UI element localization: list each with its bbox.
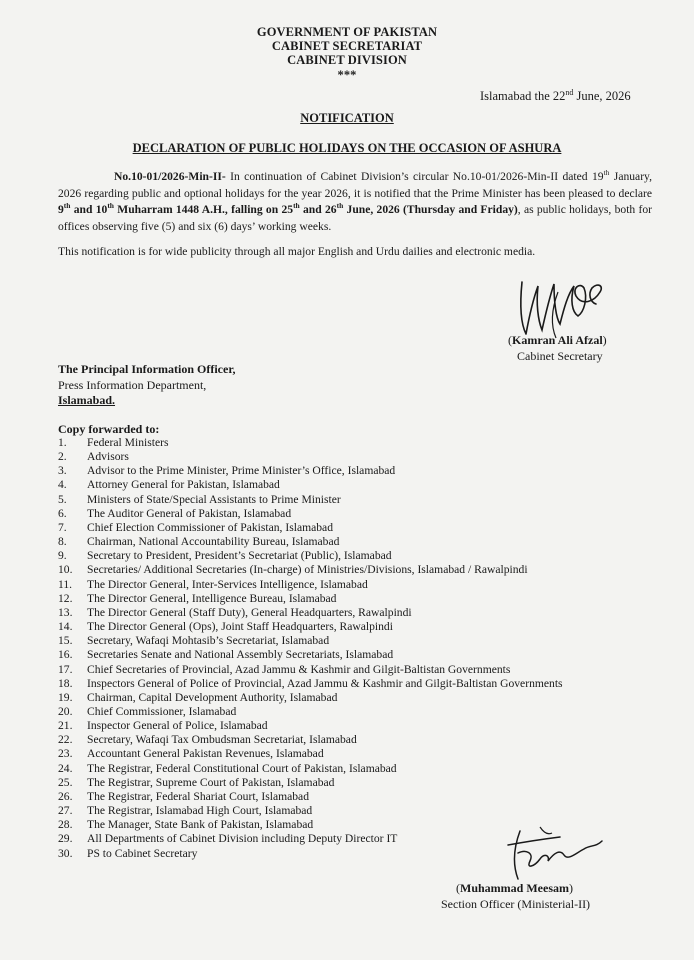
copy-item-text: Attorney General for Pakistan, Islamabad (87, 478, 280, 492)
copy-item-text: Federal Ministers (87, 436, 169, 449)
copy-list-item (58, 747, 563, 761)
copy-item-number: 5. (58, 492, 67, 506)
copy-list-item (58, 663, 563, 677)
copy-item-text: Ministers of State/Special Assistants to Prime Minister (87, 492, 341, 506)
addressee-line-3: Islamabad. (58, 393, 116, 407)
reference-number: No.10-01/2026-Min-II- (114, 170, 226, 183)
copy-list-item (58, 691, 563, 705)
copy-list-item (58, 776, 563, 790)
copy-list-item (58, 478, 563, 492)
copy-list-item (58, 847, 563, 861)
copy-item-number: 26. (58, 789, 73, 803)
header-secretariat: CABINET SECRETARIAT (271, 39, 423, 53)
copy-item-text: The Director General, Inter-Services Intelligence, Islamabad (87, 577, 368, 591)
copy-item-text: The Auditor General of Pakistan, Islamabad (87, 506, 292, 520)
copy-list-item (58, 705, 563, 719)
copy-item-text: Chief Election Commissioner of Pakistan, Islamabad (87, 520, 333, 534)
copy-list-item (58, 790, 563, 804)
copy-item-text: Advisors (87, 450, 129, 464)
subject-line: DECLARATION OF PUBLIC HOLIDAYS ON THE OCCASION OF ASHURA (132, 141, 562, 155)
copy-item-number: 18. (58, 676, 73, 690)
copy-item-number: 2. (58, 450, 67, 464)
copy-list-item (58, 578, 563, 592)
copy-item-number: 12. (58, 591, 73, 605)
signatory2-name: (Muhammad Meesam) (456, 881, 573, 895)
copy-item-number: 11. (58, 577, 73, 591)
copy-item-number: 22. (58, 733, 73, 747)
copy-item-number: 10. (58, 563, 73, 577)
copy-list-item (58, 507, 563, 521)
header-government: GOVERNMENT OF PAKISTAN (256, 25, 438, 39)
signatory1-name: (Kamran Ali Afzal) (508, 333, 607, 347)
holiday-dates: 9th and 10th Muharram 1448 A.H., falling on 25th and 26th June, 2026 (Thursday and Friday) (58, 201, 518, 216)
copy-item-number: 23. (58, 747, 73, 761)
copy-list-item (58, 804, 563, 818)
copy-item-number: 25. (58, 775, 73, 789)
signatory2-title: Section Officer (Ministerial-II) (441, 897, 591, 911)
copy-item-text: The Registrar, Federal Constitutional Court of Pakistan, Islamabad (87, 761, 397, 775)
copy-item-text: The Registrar, Islamabad High Court, Islamabad (87, 804, 313, 818)
copy-list (58, 436, 563, 861)
copy-item-number: 8. (58, 535, 67, 549)
copy-item-number: 28. (58, 818, 73, 832)
copy-forwarded-heading: Copy forwarded to: (58, 422, 160, 436)
copy-list-item (58, 832, 563, 846)
copy-item-number: 15. (58, 634, 73, 648)
copy-list-item (58, 521, 563, 535)
copy-list-item (58, 450, 563, 464)
copy-item-number: 16. (58, 648, 73, 662)
copy-item-text: The Registrar, Supreme Court of Pakistan, Islamabad (87, 775, 335, 789)
copy-item-number: 20. (58, 704, 73, 718)
copy-item-number: 4. (58, 478, 67, 492)
signatory1-title: Cabinet Secretary (517, 349, 603, 363)
copy-list-item (58, 719, 563, 733)
addressee-line-2: Press Information Department, (58, 377, 207, 392)
copy-list-item (58, 733, 563, 747)
header-asterisks: *** (337, 68, 357, 82)
copy-item-text: Chairman, Capital Development Authority, Islamabad (87, 690, 338, 704)
copy-item-text: Inspector General of Police, Islamabad (87, 719, 268, 733)
copy-item-number: 21. (58, 719, 73, 733)
copy-item-text: Secretary, Wafaqi Tax Ombudsman Secretariat, Islamabad (87, 733, 357, 747)
copy-item-number: 7. (58, 520, 67, 534)
publicity-note: This notification is for wide publicity through all major English and Urdu dailies and electronic media. (58, 245, 536, 258)
copy-list-item (58, 464, 563, 478)
copy-list-item (58, 677, 563, 691)
copy-item-number: 17. (58, 662, 73, 676)
copy-list-item (58, 648, 563, 662)
copy-list-item (58, 634, 563, 648)
copy-item-text: The Manager, State Bank of Pakistan, Islamabad (87, 818, 314, 832)
copy-item-number: 9. (58, 549, 67, 563)
copy-item-text: Advisor to the Prime Minister, Prime Minister’s Office, Islamabad (87, 464, 396, 478)
copy-item-text: Secretary to President, President’s Secretariat (Public), Islamabad (87, 549, 392, 563)
copy-item-text: PS to Cabinet Secretary (87, 846, 198, 860)
copy-item-text: Secretary, Wafaqi Mohtasib’s Secretariat, Islamabad (87, 634, 330, 648)
section-officer-signature (500, 823, 610, 883)
copy-item-text: Chief Secretaries of Provincial, Azad Jammu & Kashmir and Gilgit-Baltistan Governments (87, 662, 511, 676)
copy-item-text: Inspectors General of Police of Provincial, Azad Jammu & Kashmir and Gilgit-Baltistan Governments (87, 676, 563, 690)
copy-item-text: Chief Commissioner, Islamabad (87, 704, 237, 718)
issue-date: Islamabad the 22nd June, 2026 (480, 88, 631, 104)
copy-item-number: 27. (58, 804, 73, 818)
body-paragraph: No.10-01/2026-Min-II- In continuation of Cabinet Division’s circular No.10-01/2026-Min-II dated 19th January, 2026 regarding public and optional holidays for the year 2026, it is notified that the Prime Minister has been pleased to declare 9th and 10th Muharram 1448 A.H., falling on 25th and 26th June, 2026 (Thursday and Friday), as public holidays, both for offices observing five (5) and six (6) days’ working weeks. (58, 168, 653, 233)
copy-list-item (58, 620, 563, 634)
addressee-line-1: The Principal Information Officer, (58, 362, 236, 376)
copy-list-item (58, 563, 563, 577)
copy-item-text: Chairman, National Accountability Bureau, Islamabad (87, 535, 340, 549)
copy-list-item (58, 436, 563, 450)
copy-list-item (58, 493, 563, 507)
copy-item-text: The Registrar, Federal Shariat Court, Islamabad (87, 789, 310, 803)
copy-item-text: The Director General (Ops), Joint Staff Headquarters, Rawalpindi (87, 620, 393, 634)
copy-item-number: 24. (58, 761, 73, 775)
cabinet-secretary-signature (512, 272, 612, 342)
copy-list-item (58, 606, 563, 620)
copy-list-item (58, 592, 563, 606)
copy-item-text: Accountant General Pakistan Revenues, Islamabad (87, 747, 324, 761)
copy-item-text: Secretaries/ Additional Secretaries (In-charge) of Ministries/Divisions, Islamabad / Rawalpindi (87, 563, 528, 577)
copy-item-number: 14. (58, 620, 73, 634)
copy-item-number: 3. (58, 464, 67, 478)
copy-item-text: The Director General, Intelligence Bureau, Islamabad (87, 591, 337, 605)
copy-item-number: 6. (58, 506, 67, 520)
copy-list-item (58, 818, 563, 832)
copy-item-number: 13. (58, 605, 73, 619)
copy-item-text: Secretaries Senate and National Assembly Secretariats, Islamabad (87, 648, 394, 662)
copy-list-item (58, 762, 563, 776)
copy-item-number: 30. (58, 846, 73, 860)
addressee-block (58, 362, 236, 409)
copy-item-text: The Director General (Staff Duty), General Headquarters, Rawalpindi (87, 605, 412, 619)
header-division: CABINET DIVISION (287, 53, 407, 67)
copy-item-number: 29. (58, 832, 73, 846)
copy-list-item (58, 549, 563, 563)
copy-item-number: 1. (58, 436, 67, 449)
copy-item-text: All Departments of Cabinet Division including Deputy Director IT (87, 832, 398, 846)
notification-title: NOTIFICATION (300, 111, 394, 125)
copy-item-number: 19. (58, 690, 73, 704)
copy-list-item (58, 535, 563, 549)
